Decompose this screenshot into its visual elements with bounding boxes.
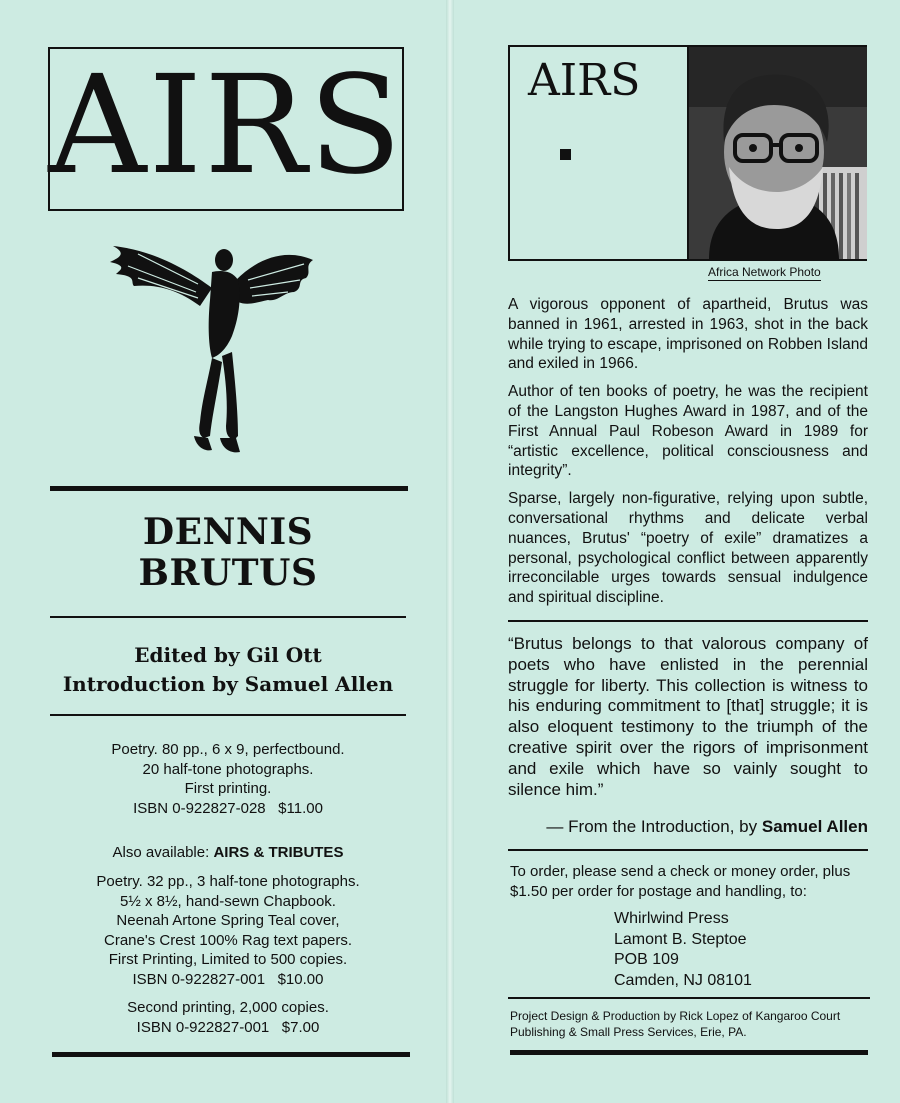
bio-paragraph: A vigorous opponent of apartheid, Brutus was banned in 1961, arrested in 1963, shot in the back while trying to escape, imprisoned on Robben Island and exiled in 1966. bbox=[508, 296, 868, 373]
author-first-name: DENNIS bbox=[142, 511, 314, 553]
author-last-name: BRUTUS bbox=[138, 552, 318, 594]
author-photo-box bbox=[508, 45, 867, 261]
cover-title: AIRS bbox=[48, 47, 404, 205]
design-credit: Project Design & Production by Rick Lopez of Kangaroo Court Publishing & Small Press Services, Erie, PA. bbox=[510, 1009, 841, 1039]
spec-line: Second printing, 2,000 copies. bbox=[127, 999, 329, 1016]
order-instructions: To order, please send a check or money order, plus $1.50 per order for postage and handling, to: bbox=[510, 863, 851, 900]
address-line: POB 109 bbox=[614, 951, 679, 968]
spec-line: First Printing, Limited to 500 copies. bbox=[108, 951, 348, 968]
also-available-label: Also available: bbox=[112, 844, 210, 861]
introduction-credit: Introduction by Samuel Allen bbox=[62, 672, 394, 696]
winged-figure-illustration bbox=[108, 240, 318, 465]
photo-credit: Africa Network Photo bbox=[708, 265, 821, 279]
isbn-price-line: ISBN 0-922827-028 $11.00 bbox=[133, 799, 323, 817]
divider-rule bbox=[50, 486, 408, 491]
address-line: Whirlwind Press bbox=[614, 910, 729, 927]
address-line: Lamont B. Steptoe bbox=[614, 930, 747, 948]
quote-attribution bbox=[508, 817, 868, 837]
spec-line: First printing. bbox=[184, 780, 272, 797]
bio-paragraph: Author of ten books of poetry, he was the recipient of the Langston Hughes Award in 1987, and of the First Annual Paul Robeson Award in 1989 for “artistic excellence, political consciousness and integrity”. bbox=[508, 383, 868, 480]
isbn-price-line: ISBN 0-922827-001 $7.00 bbox=[136, 1018, 320, 1036]
book-specs bbox=[50, 740, 406, 818]
second-printing-specs bbox=[50, 998, 406, 1037]
also-available bbox=[50, 843, 406, 863]
isbn-price-line: ISBN 0-922827-001 $10.00 bbox=[132, 970, 324, 988]
panel-title: AIRS bbox=[528, 55, 641, 106]
square-bullet-icon bbox=[560, 149, 571, 160]
quote-text: “Brutus belongs to that valorous company of poets who have enlisted in the perennial struggle for liberty. This collection is witness to his enduring commitment to [that] struggle; it is also eloquent testimony to the triumph of the creative spirit over the rigors of imprisonment and exile which have so vainly sought to silence him.” bbox=[508, 634, 868, 799]
editor-credit: Edited by Gil Ott bbox=[134, 643, 322, 667]
also-available-title: AIRS & TRIBUTES bbox=[213, 844, 344, 861]
author-name bbox=[50, 512, 406, 594]
tributes-specs bbox=[50, 872, 406, 989]
spec-line: Crane's Crest 100% Rag text papers. bbox=[104, 931, 352, 949]
divider-rule bbox=[50, 616, 406, 618]
divider-rule bbox=[508, 997, 870, 999]
page-fold bbox=[446, 0, 454, 1103]
spec-line: Poetry. 32 pp., 3 half-tone photographs. bbox=[96, 873, 360, 890]
bio-paragraph: Sparse, largely non-figurative, relying upon subtle, conversational rhythms and delicate verbal nuances, Brutus' “poetry of exile” dramatizes a personal, psychological conflict between apparently irreconcilable urges towards sensual indulgence and spiritual discipline. bbox=[508, 490, 868, 607]
divider-rule bbox=[508, 849, 868, 851]
spec-line: Poetry. 80 pp., 6 x 9, perfectbound. bbox=[111, 741, 345, 758]
author-photo bbox=[687, 47, 867, 259]
author-biography bbox=[508, 295, 868, 616]
spec-line: Neenah Artone Spring Teal cover, bbox=[116, 912, 340, 929]
address-line: Camden, NJ 08101 bbox=[614, 971, 752, 989]
book-credits bbox=[50, 641, 406, 699]
divider-rule bbox=[52, 1052, 410, 1057]
attribution-prefix: — From the Introduction, by bbox=[546, 817, 758, 836]
divider-rule bbox=[510, 1050, 868, 1055]
mailing-address bbox=[614, 909, 752, 991]
divider-rule bbox=[50, 714, 406, 716]
divider-rule bbox=[508, 620, 868, 622]
spec-line: 20 half-tone photographs. bbox=[142, 760, 314, 778]
cover-title-box bbox=[48, 47, 404, 211]
portrait-illustration bbox=[689, 47, 867, 259]
spec-line: 5½ x 8½, hand-sewn Chapbook. bbox=[120, 892, 336, 910]
attribution-name: Samuel Allen bbox=[761, 817, 868, 836]
introduction-quote bbox=[508, 634, 868, 800]
